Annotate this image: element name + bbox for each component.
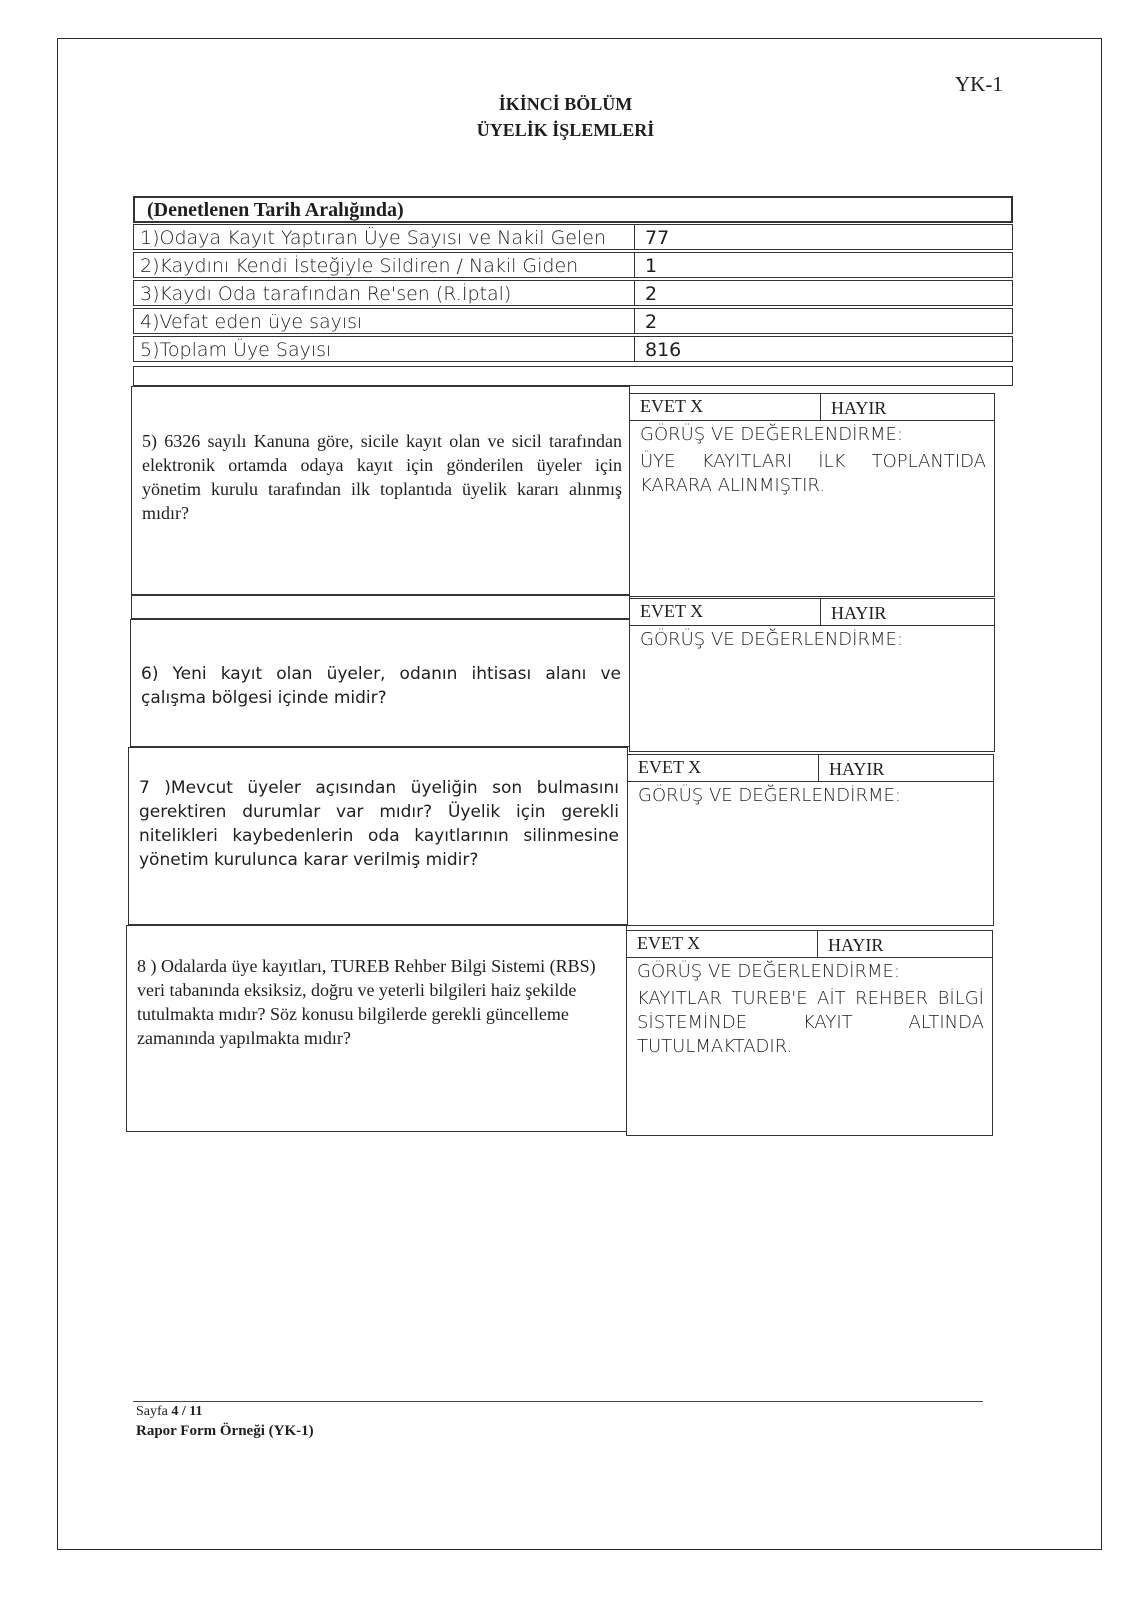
- yes-option: EVET X: [638, 757, 702, 777]
- question-cell: [131, 386, 630, 595]
- section-title: İKİNCİ BÖLÜM: [498, 94, 633, 114]
- date-range-header: (Denetlenen Tarih Aralığında): [133, 196, 1013, 223]
- form-name: Rapor Form Örneği (YK-1): [136, 1423, 314, 1439]
- question-text: 7 )Mevcut üyeler açısından üyeliğin son bulmasını gerektiren durumlar var mıdır? Üyelik için gerekli nitelikleri kaybedenlerin oda kayıtlarının silinmesine yönetim kurulunca karar verilmiş midir?: [139, 778, 619, 870]
- stat-row: [133, 224, 1013, 250]
- question-cell: [128, 747, 628, 925]
- stat-label: 1)Odaya Kayıt Yaptıran Üye Sayısı ve Nakil Gelen: [140, 227, 607, 249]
- no-option: HAYIR: [817, 931, 987, 957]
- stat-row: [133, 336, 1013, 362]
- stat-value: 2: [634, 280, 1014, 306]
- answer-cell: [629, 393, 995, 597]
- stat-value: 77: [634, 224, 1014, 250]
- document-code: YK-1: [955, 72, 1003, 96]
- yes-no-row: [630, 599, 994, 626]
- yes-no-row: [630, 394, 994, 421]
- stat-value: 1: [634, 252, 1014, 278]
- yes-option: EVET X: [640, 601, 704, 621]
- yes-option: EVET X: [637, 933, 701, 953]
- no-option: HAYIR: [820, 394, 990, 420]
- blank-row: [133, 366, 1013, 386]
- page-count: 4 / 11: [171, 1404, 203, 1419]
- evaluation-title: GÖRÜŞ VE DEĞERLENDİRME:: [638, 785, 901, 806]
- evaluation-title: GÖRÜŞ VE DEĞERLENDİRME:: [637, 961, 900, 982]
- answer-cell: [629, 598, 995, 752]
- page-label: Sayfa: [136, 1404, 168, 1419]
- evaluation-text: ÜYE KAYITLARI İLK TOPLANTIDA KARARA ALINMIŞTIR.: [640, 451, 986, 496]
- page-number: [136, 1404, 203, 1420]
- no-option: HAYIR: [818, 755, 988, 781]
- answer-cell: [627, 754, 994, 926]
- yes-no-row: [628, 755, 993, 782]
- stat-value: 2: [634, 308, 1014, 334]
- footer-divider: [133, 1401, 983, 1402]
- section-subtitle: ÜYELİK İŞLEMLERİ: [476, 120, 655, 140]
- stat-row: [133, 280, 1013, 306]
- evaluation-title: GÖRÜŞ VE DEĞERLENDİRME:: [640, 629, 903, 650]
- answer-cell: [626, 930, 993, 1136]
- yes-option: EVET X: [640, 396, 704, 416]
- stat-label: 4)Vefat eden üye sayısı: [140, 311, 363, 333]
- question-text: 6) Yeni kayıt olan üyeler, odanın ihtisası alanı ve çalışma bölgesi içinde midir?: [141, 664, 621, 708]
- yes-no-row: [627, 931, 992, 958]
- stat-label: 5)Toplam Üye Sayısı: [140, 339, 332, 361]
- stat-label: 3)Kaydı Oda tarafından Re'sen (R.İptal): [140, 283, 512, 305]
- stat-row: [133, 252, 1013, 278]
- question-text: 8 ) Odalarda üye kayıtları, TUREB Rehber Bilgi Sistemi (RBS) veri tabanında eksiksiz, doğru ve yeterli bilgileri haiz şekilde tutulmakta mıdır? Söz konusu bilgilerde gerekli güncelleme zamanında yapılmakta mıdır?: [137, 956, 596, 1048]
- stat-value: 816: [634, 336, 1014, 362]
- evaluation-title: GÖRÜŞ VE DEĞERLENDİRME:: [640, 424, 903, 445]
- stat-label: 2)Kaydını Kendi İsteğiyle Sildiren / Nakil Giden: [140, 255, 579, 277]
- stat-row: [133, 308, 1013, 334]
- question-text: 5) 6326 sayılı Kanuna göre, sicile kayıt olan ve sicil tarafından elektronik ortamda odaya kayıt için gönderilen üyeler için yönetim kurulu tarafından ilk toplantıda üyelik kararı alınmış mıdır?: [142, 431, 622, 523]
- question-cell: [126, 925, 627, 1132]
- blank-cell: [131, 595, 630, 619]
- evaluation-text: KAYITLAR TUREB'E AİT REHBER BİLGİ SİSTEMİNDE KAYIT ALTINDA TUTULMAKTADIR.: [637, 988, 984, 1057]
- question-cell: [130, 619, 630, 747]
- no-option: HAYIR: [820, 599, 990, 625]
